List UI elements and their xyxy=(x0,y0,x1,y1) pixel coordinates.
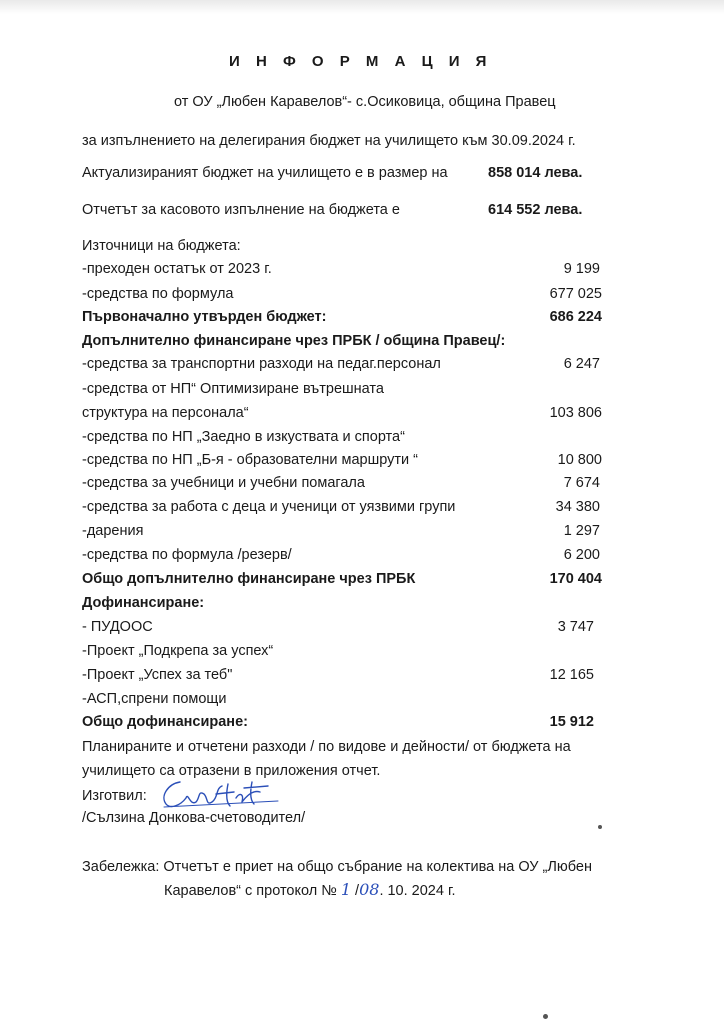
scan-speck xyxy=(598,825,602,829)
additional-item-value: 6 200 xyxy=(563,547,600,563)
additional-item-label: -средства за учебници и учебни помагала xyxy=(82,475,365,491)
sources-heading: Източници на бюджета: xyxy=(82,238,241,254)
note-line-protocol xyxy=(164,881,456,900)
additional-item-value: 103 806 xyxy=(549,405,602,421)
additional-item-label: -средства по формула /резерв/ xyxy=(82,547,292,563)
sources-item-label: -преходен остатък от 2023 г. xyxy=(82,261,272,277)
cofinancing-item-label: -АСП,спрени помощи xyxy=(82,691,227,707)
closing-line: училището са отразени в приложения отчет. xyxy=(82,763,381,779)
cofinancing-item-value: 12 165 xyxy=(549,667,594,683)
closing-line: Планираните и отчетени разходи / по видове и дейности/ от бюджета на xyxy=(82,739,571,755)
cofinancing-item-label: - ПУДООС xyxy=(82,619,153,635)
period-line: за изпълнението на делегирания бюджет на училището към 30.09.2024 г. xyxy=(82,133,576,149)
cofinancing-heading: Дофинансиране: xyxy=(82,595,205,611)
additional-item-label: -дарения xyxy=(82,523,144,539)
prepared-by-name: /Сълзина Донкова-счетоводител/ xyxy=(82,810,306,826)
cash-report-label: Отчетът за касовото изпълнение на бюджета е xyxy=(82,202,400,218)
cofinancing-total-label: Общо дофинансиране: xyxy=(82,714,248,730)
sources-item-label: -средства по формула xyxy=(82,286,234,302)
cofinancing-item-label: -Проект „Успех за теб" xyxy=(82,667,233,683)
additional-total-value: 170 404 xyxy=(549,571,602,587)
note-text: / xyxy=(351,883,360,899)
note-text: Каравелов“ с протокол № xyxy=(164,883,337,899)
cofinancing-item-value: 3 747 xyxy=(557,619,594,635)
additional-item-label: -средства по НП „Заедно в изкуствата и спорта“ xyxy=(82,429,405,445)
additional-item-value: 6 247 xyxy=(563,356,600,372)
note-line: Забележка: Отчетът е приет на общо събрание на колектива на ОУ „Любен xyxy=(82,859,592,875)
additional-item-label: -средства от НП“ Оптимизиране вътрешната xyxy=(82,381,384,397)
document-title: И Н Ф О Р М А Ц И Я xyxy=(229,53,493,70)
scan-edge-shadow xyxy=(0,0,724,14)
document-subtitle: от ОУ „Любен Каравелов“- с.Осиковица, община Правец xyxy=(174,94,556,110)
protocol-number-handwritten: 1 xyxy=(340,880,352,899)
additional-item-value: 34 380 xyxy=(555,499,600,515)
additional-item-value: 7 674 xyxy=(563,475,600,491)
actual-budget-value: 858 014 лева. xyxy=(488,165,583,181)
additional-item-label: -средства за транспортни разходи на педаг.персонал xyxy=(82,356,441,372)
additional-item-label: -средства по НП „Б-я - образователни маршрути “ xyxy=(82,452,418,468)
additional-total-label: Общо допълнително финансиране чрез ПРБК xyxy=(82,571,416,587)
protocol-day-handwritten: 08 xyxy=(359,880,380,899)
note-text: . 10. 2024 г. xyxy=(379,883,456,899)
cofinancing-item-label: -Проект „Подкрепа за успех“ xyxy=(82,643,274,659)
additional-item-value: 10 800 xyxy=(557,452,602,468)
additional-item-label: -средства за работа с деца и ученици от уязвими групи xyxy=(82,499,456,515)
additional-heading: Допълнително финансиране чрез ПРБК / община Правец/: xyxy=(82,333,506,349)
initial-budget-label: Първоначално утвърден бюджет: xyxy=(82,309,327,325)
cash-report-value: 614 552 лева. xyxy=(488,202,583,218)
actual-budget-label: Актуализираният бюджет на училището е в размер на xyxy=(82,165,448,181)
sources-item-value: 9 199 xyxy=(563,261,600,277)
prepared-by-label: Изготвил: xyxy=(82,788,147,804)
additional-item-value: 1 297 xyxy=(563,523,600,539)
cofinancing-total-value: 15 912 xyxy=(549,714,594,730)
sources-item-value: 677 025 xyxy=(549,286,602,302)
initial-budget-value: 686 224 xyxy=(549,309,602,325)
additional-item-label: структура на персонала“ xyxy=(82,405,249,421)
scan-speck xyxy=(543,1014,548,1019)
